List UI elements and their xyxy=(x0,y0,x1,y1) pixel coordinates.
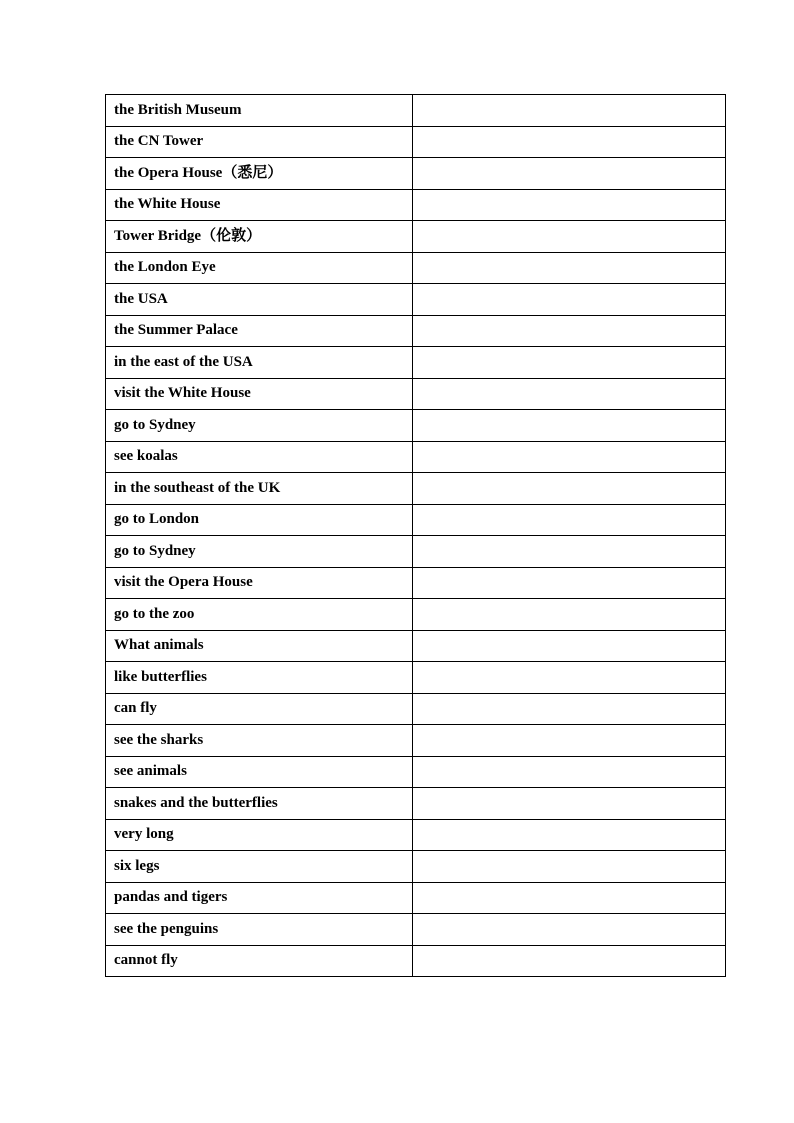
translation-answer-cell[interactable] xyxy=(413,536,726,568)
phrase-cell: snakes and the butterflies xyxy=(106,788,413,820)
translation-answer-cell[interactable] xyxy=(413,126,726,158)
table-row xyxy=(106,914,726,946)
phrase-cell: six legs xyxy=(106,851,413,883)
table-row xyxy=(106,851,726,883)
translation-answer-cell[interactable] xyxy=(413,378,726,410)
table-row xyxy=(106,441,726,473)
table-row xyxy=(106,189,726,221)
phrase-cell: see koalas xyxy=(106,441,413,473)
phrase-cell: visit the Opera House xyxy=(106,567,413,599)
table-row xyxy=(106,315,726,347)
table-row xyxy=(106,126,726,158)
phrase-cell: the White House xyxy=(106,189,413,221)
translation-answer-cell[interactable] xyxy=(413,693,726,725)
table-row xyxy=(106,95,726,127)
table-row xyxy=(106,756,726,788)
phrase-cell: in the southeast of the UK xyxy=(106,473,413,505)
phrase-cell: go to Sydney xyxy=(106,410,413,442)
table-row xyxy=(106,378,726,410)
translation-answer-cell[interactable] xyxy=(413,725,726,757)
translation-answer-cell[interactable] xyxy=(413,95,726,127)
phrase-cell: cannot fly xyxy=(106,945,413,977)
phrase-cell: Tower Bridge（伦敦） xyxy=(106,221,413,253)
translation-answer-cell[interactable] xyxy=(413,567,726,599)
translation-answer-cell[interactable] xyxy=(413,189,726,221)
phrase-cell: the Opera House（悉尼） xyxy=(106,158,413,190)
translation-answer-cell[interactable] xyxy=(413,882,726,914)
phrase-cell: very long xyxy=(106,819,413,851)
table-row xyxy=(106,819,726,851)
table-row xyxy=(106,504,726,536)
translation-answer-cell[interactable] xyxy=(413,914,726,946)
translation-answer-cell[interactable] xyxy=(413,473,726,505)
table-row xyxy=(106,945,726,977)
phrase-cell: go to the zoo xyxy=(106,599,413,631)
translation-answer-cell[interactable] xyxy=(413,599,726,631)
translation-answer-cell[interactable] xyxy=(413,945,726,977)
translation-answer-cell[interactable] xyxy=(413,851,726,883)
table-row xyxy=(106,158,726,190)
translation-answer-cell[interactable] xyxy=(413,158,726,190)
table-row xyxy=(106,567,726,599)
table-row xyxy=(106,284,726,316)
phrase-cell: the London Eye xyxy=(106,252,413,284)
phrase-cell: the USA xyxy=(106,284,413,316)
translation-answer-cell[interactable] xyxy=(413,819,726,851)
phrase-cell: the CN Tower xyxy=(106,126,413,158)
translation-answer-cell[interactable] xyxy=(413,756,726,788)
table-row xyxy=(106,221,726,253)
translation-answer-cell[interactable] xyxy=(413,252,726,284)
table-row xyxy=(106,693,726,725)
phrase-cell: in the east of the USA xyxy=(106,347,413,379)
vocabulary-table xyxy=(105,94,726,977)
phrase-cell: can fly xyxy=(106,693,413,725)
phrase-cell: the Summer Palace xyxy=(106,315,413,347)
table-row xyxy=(106,473,726,505)
table-row xyxy=(106,788,726,820)
table-row xyxy=(106,662,726,694)
table-row xyxy=(106,252,726,284)
vocabulary-table-body xyxy=(106,95,726,977)
table-row xyxy=(106,599,726,631)
table-row xyxy=(106,630,726,662)
translation-answer-cell[interactable] xyxy=(413,410,726,442)
phrase-cell: see animals xyxy=(106,756,413,788)
table-row xyxy=(106,347,726,379)
translation-answer-cell[interactable] xyxy=(413,284,726,316)
translation-answer-cell[interactable] xyxy=(413,504,726,536)
translation-answer-cell[interactable] xyxy=(413,347,726,379)
phrase-cell: visit the White House xyxy=(106,378,413,410)
table-row xyxy=(106,536,726,568)
translation-answer-cell[interactable] xyxy=(413,630,726,662)
translation-answer-cell[interactable] xyxy=(413,441,726,473)
translation-answer-cell[interactable] xyxy=(413,315,726,347)
phrase-cell: see the penguins xyxy=(106,914,413,946)
translation-answer-cell[interactable] xyxy=(413,221,726,253)
phrase-cell: pandas and tigers xyxy=(106,882,413,914)
translation-answer-cell[interactable] xyxy=(413,788,726,820)
phrase-cell: What animals xyxy=(106,630,413,662)
phrase-cell: go to Sydney xyxy=(106,536,413,568)
table-row xyxy=(106,882,726,914)
phrase-cell: like butterflies xyxy=(106,662,413,694)
table-row xyxy=(106,725,726,757)
phrase-cell: see the sharks xyxy=(106,725,413,757)
table-row xyxy=(106,410,726,442)
phrase-cell: go to London xyxy=(106,504,413,536)
phrase-cell: the British Museum xyxy=(106,95,413,127)
translation-answer-cell[interactable] xyxy=(413,662,726,694)
